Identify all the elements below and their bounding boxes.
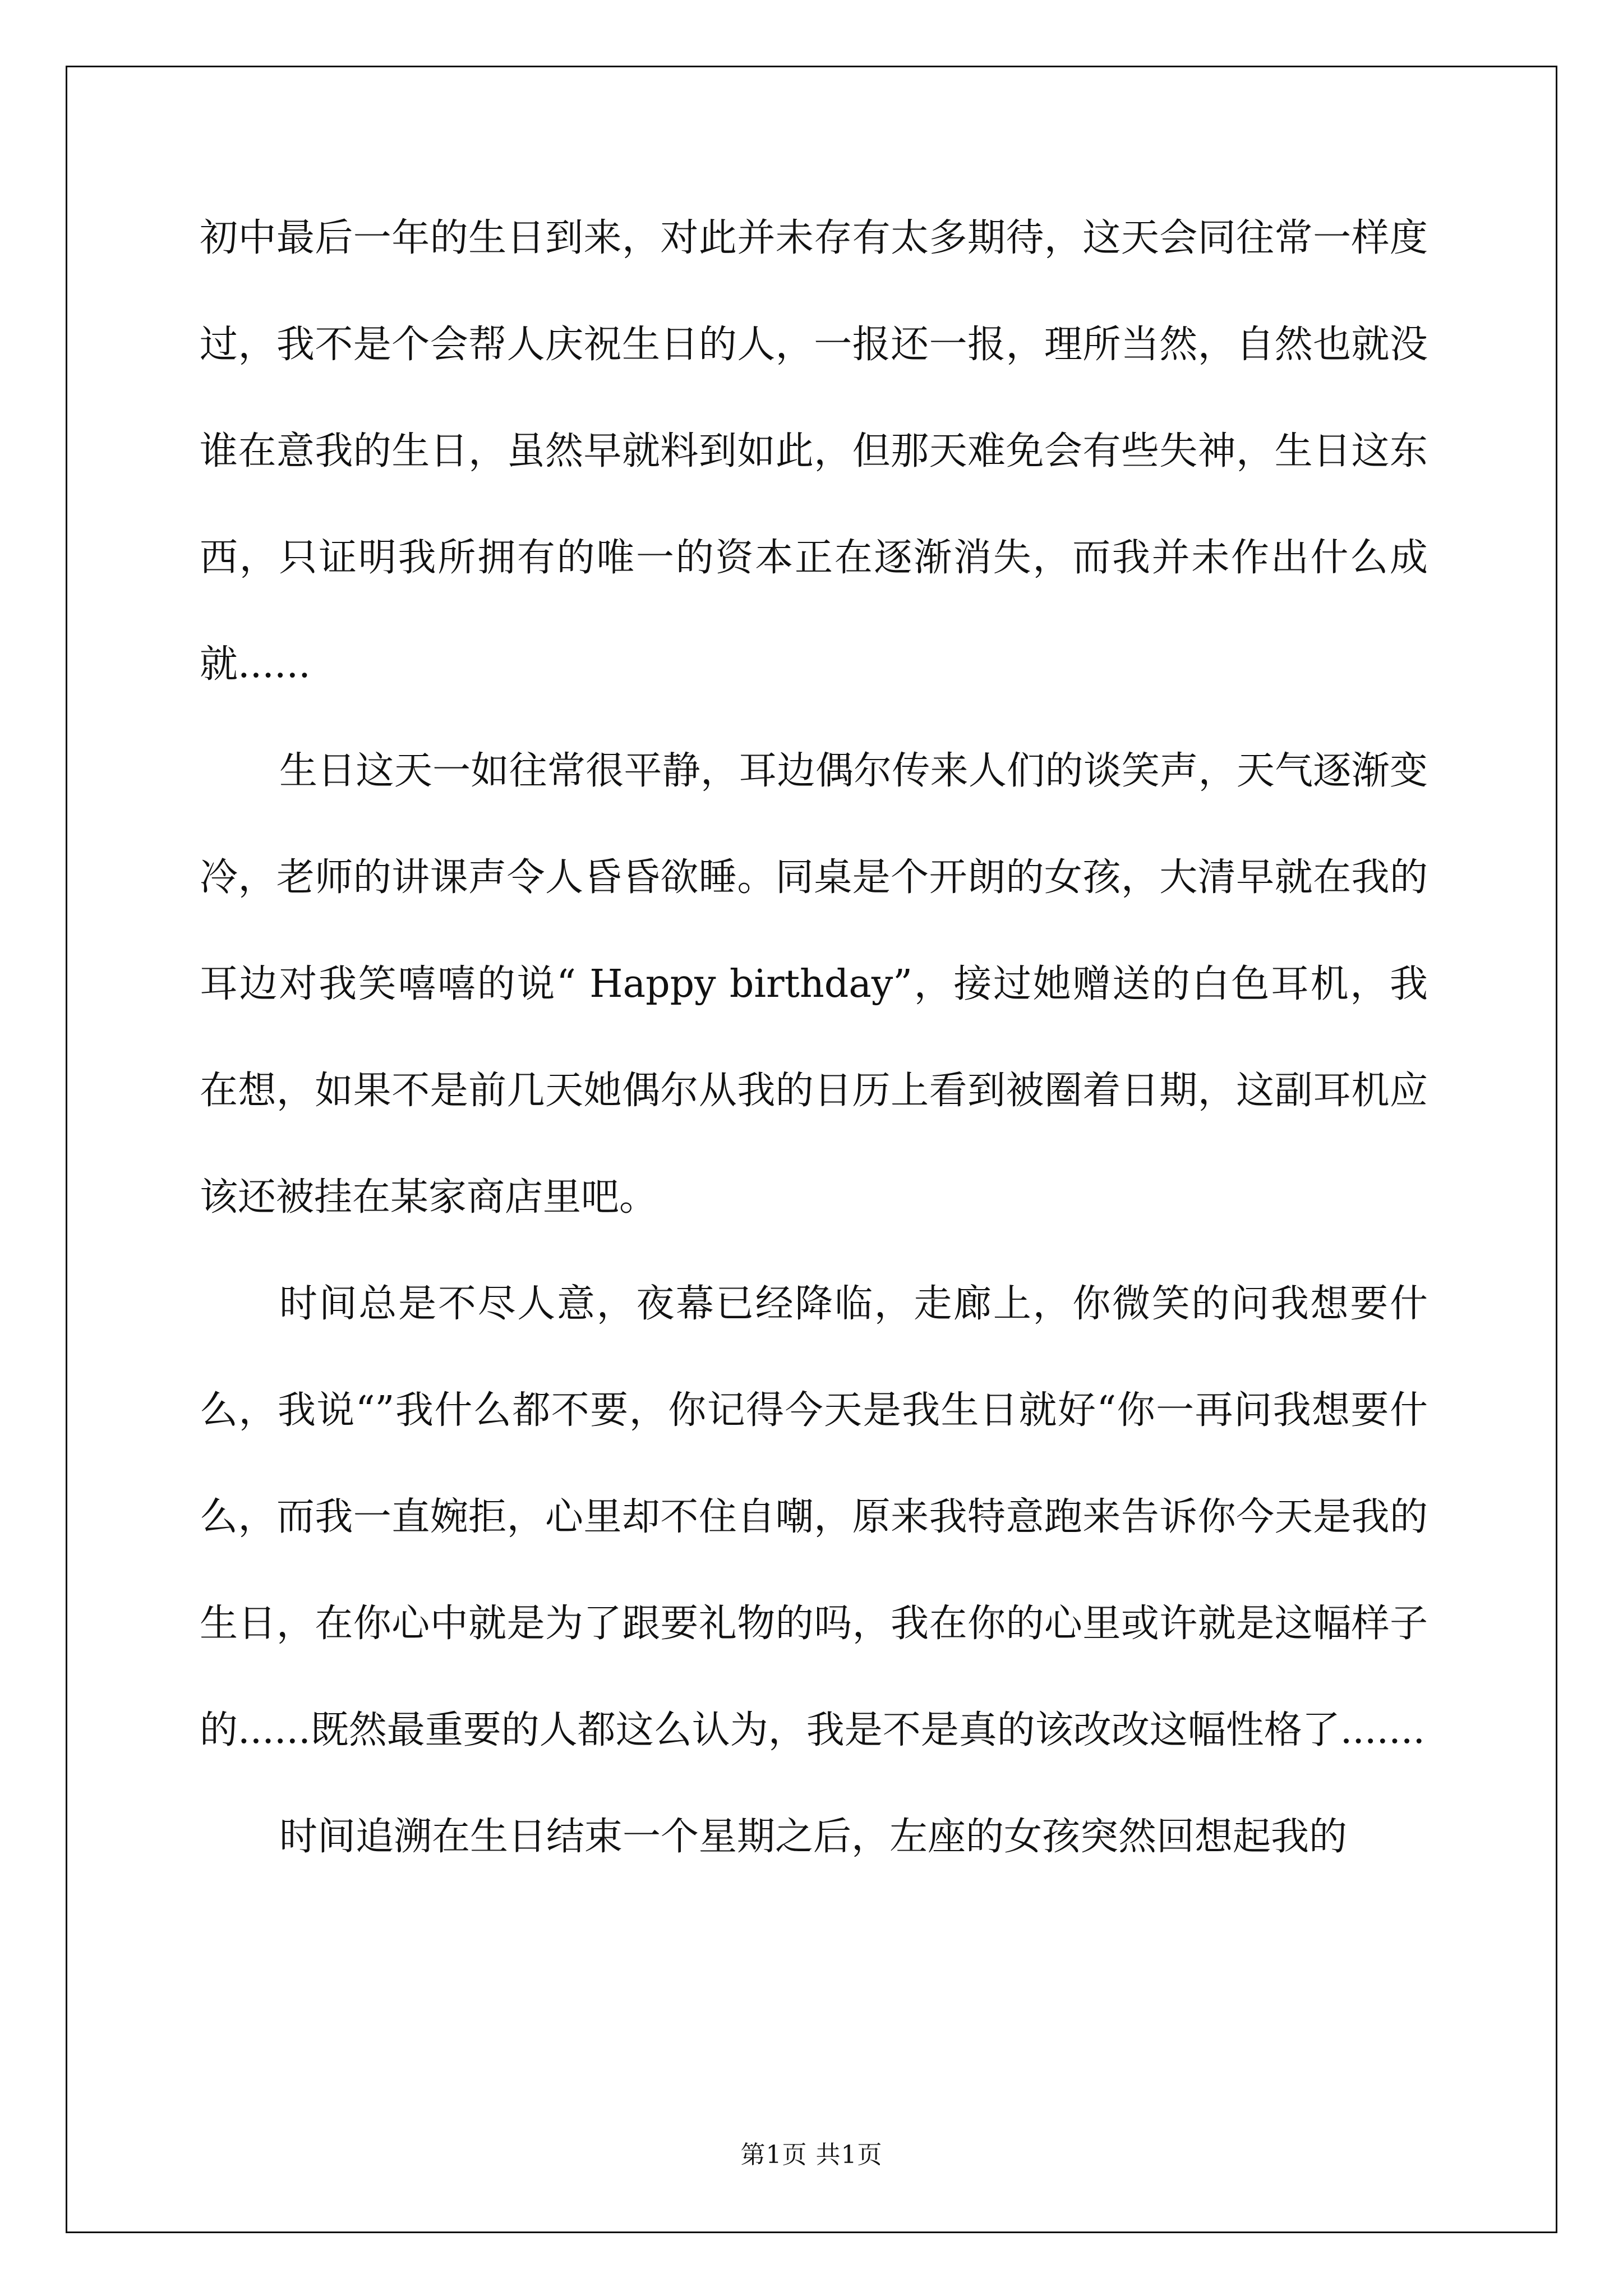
page-number-footer: 第1页 共1页: [740, 2141, 883, 2169]
paragraph-1: 初中最后一年的生日到来，对此并未存有太多期待，这天会同往常一样度过，我不是个会帮人庆祝生日的人，一报还一报，理所当然，自然也就没谁在意我的生日，虽然早就料到如此，但那天难免会有些失神，生日这东西，只证明我所拥有的唯一的资本正在逐渐消失，而我并未作出什么成就......: [200, 216, 1428, 687]
document-body: [200, 185, 1428, 1890]
paragraph-3: 时间总是不尽人意，夜幕已经降临，走廊上，你微笑的问我想要什么，我说“”我什么都不要，你记得今天是我生日就好“你一再问我想要什么，而我一直婉拒，心里却不住自嘲，原来我特意跑来告诉你今天是我的生日，在你心中就是为了跟要礼物的吗，我在你的心里或许就是这幅样子的......既然最重要的人都这么认为，我是不是真的该改改这幅性格了.......: [200, 1282, 1428, 1752]
paragraph-2: 生日这天一如往常很平静，耳边偶尔传来人们的谈笑声，天气逐渐变冷，老师的讲课声令人昏昏欲睡。同桌是个开朗的女孩，大清早就在我的耳边对我笑嘻嘻的说“ Happy birthday”，接过她赠送的白色耳机，我在想，如果不是前几天她偶尔从我的日历上看到被圈着日期，这副耳机应该还被挂在某家商店里吧。: [200, 749, 1428, 1220]
paragraph-4: 时间追溯在生日结束一个星期之后，左座的女孩突然回想起我的: [279, 1815, 1348, 1859]
